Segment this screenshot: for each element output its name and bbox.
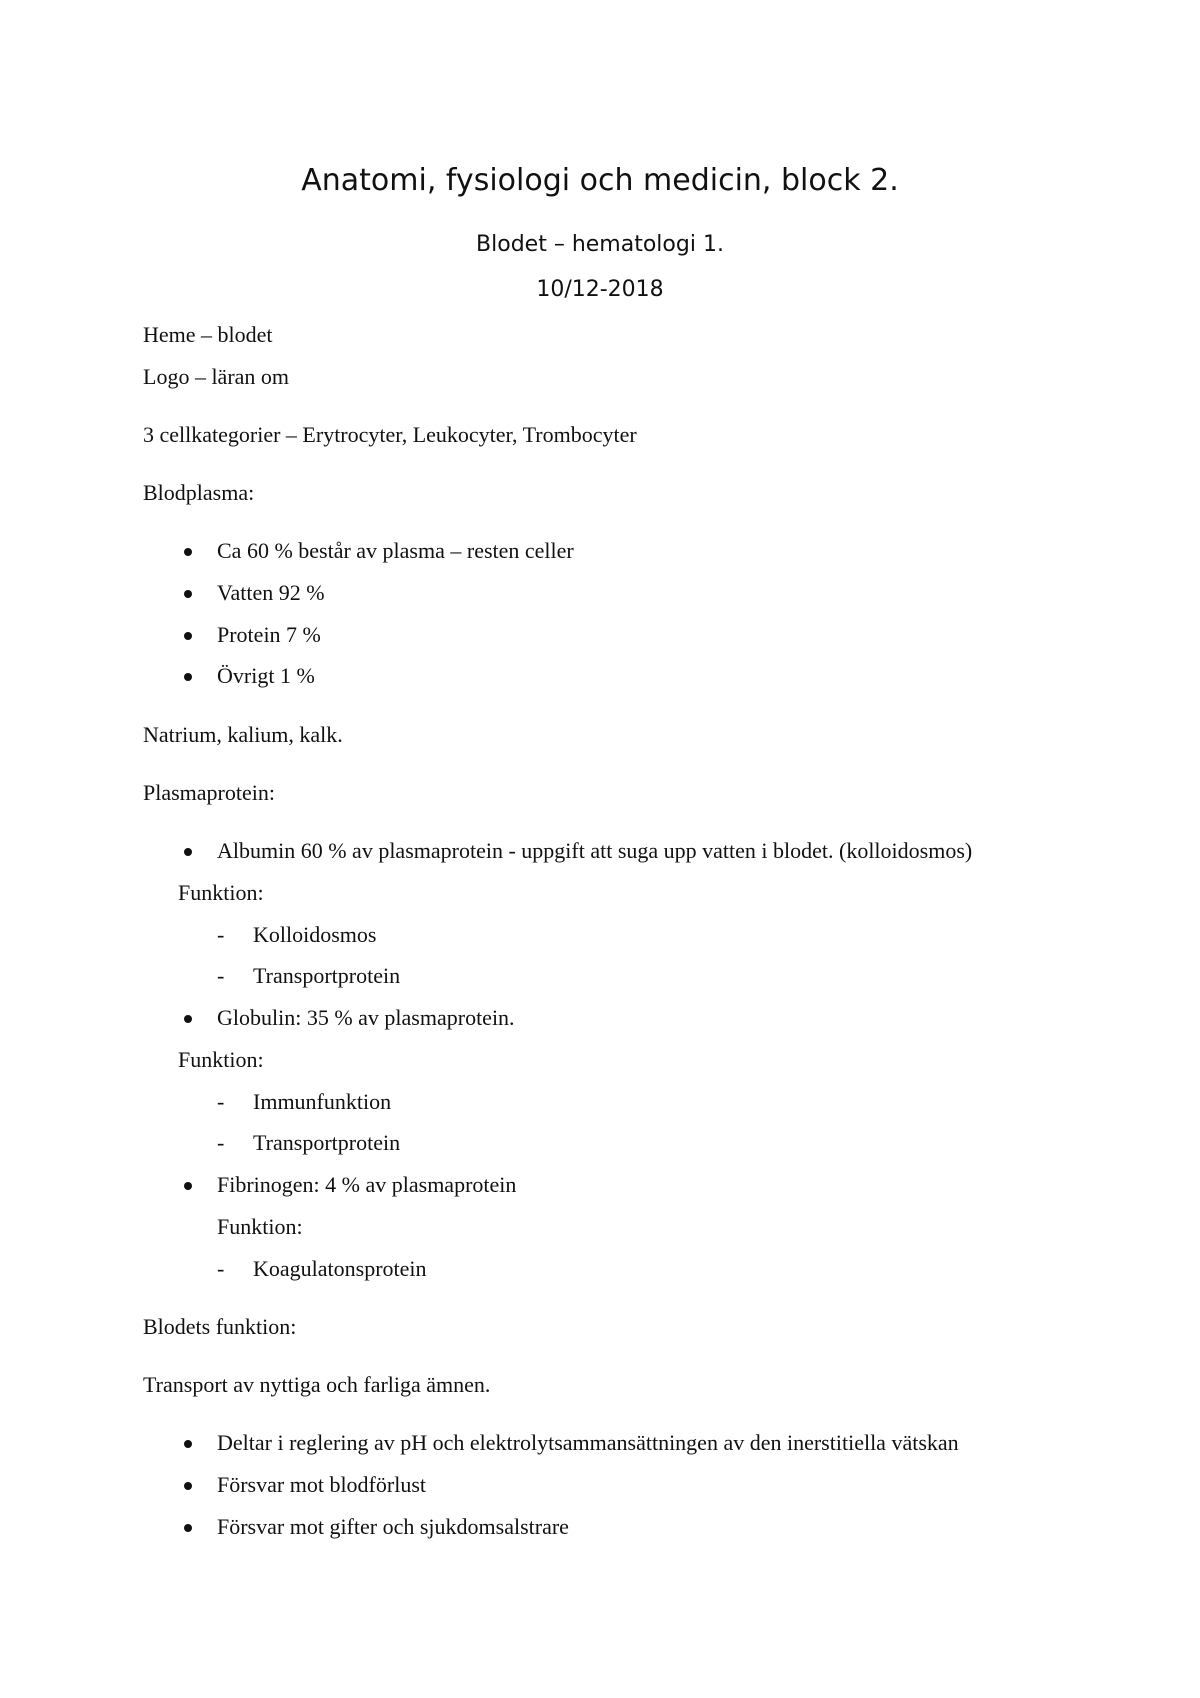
- fibrinogen-text: Fibrinogen: 4 % av plasmaprotein: [217, 1172, 517, 1197]
- blodplasma-item: Övrigt 1 %: [217, 663, 315, 688]
- blodets-funktion-item: Försvar mot blodförlust: [217, 1472, 426, 1497]
- dash-icon: -: [217, 1089, 225, 1114]
- fibrinogen-function-label: Funktion:: [217, 1214, 303, 1239]
- albumin-function: Kolloidosmos: [253, 922, 377, 947]
- intro-heme: Heme – blodet: [143, 322, 273, 347]
- fibrinogen-function: Koagulatonsprotein: [253, 1256, 427, 1281]
- albumin-function-label: Funktion:: [178, 880, 264, 905]
- blodets-funktion-heading: Blodets funktion:: [143, 1314, 297, 1339]
- dash-icon: -: [217, 1256, 225, 1281]
- blodets-funktion-transport: Transport av nyttiga och farliga ämnen.: [143, 1372, 491, 1397]
- document-date: 10/12-2018: [536, 277, 664, 302]
- globulin-text: Globulin: 35 % av plasmaprotein.: [217, 1005, 515, 1030]
- dash-icon: -: [217, 922, 225, 947]
- globulin-function: Transportprotein: [253, 1130, 401, 1155]
- dash-icon: -: [217, 1130, 225, 1155]
- dash-icon: -: [217, 963, 225, 988]
- bullet-icon: [184, 1440, 192, 1448]
- bullet-icon: [184, 673, 192, 681]
- intro-logo: Logo – läran om: [143, 364, 290, 389]
- globulin-function: Immunfunktion: [253, 1089, 392, 1114]
- blodplasma-minerals: Natrium, kalium, kalk.: [143, 722, 343, 747]
- albumin-function: Transportprotein: [253, 963, 401, 988]
- bullet-icon: [184, 548, 192, 556]
- plasmaprotein-heading: Plasmaprotein:: [143, 780, 275, 805]
- blodplasma-item: Vatten 92 %: [217, 580, 325, 605]
- bullet-icon: [184, 848, 192, 856]
- blodplasma-item: Ca 60 % består av plasma – resten celler: [217, 538, 574, 563]
- bullet-icon: [184, 590, 192, 598]
- blodets-funktion-item: Försvar mot gifter och sjukdomsalstrare: [217, 1514, 569, 1539]
- blodplasma-heading: Blodplasma:: [143, 480, 255, 505]
- bullet-icon: [184, 1524, 192, 1532]
- bullet-icon: [184, 1015, 192, 1023]
- intro-cell-categories: 3 cellkategorier – Erytrocyter, Leukocyter, Trombocyter: [143, 422, 637, 447]
- blodplasma-item: Protein 7 %: [217, 622, 321, 647]
- document-title: Anatomi, fysiologi och medicin, block 2.: [301, 163, 899, 198]
- bullet-icon: [184, 1182, 192, 1190]
- albumin-text: Albumin 60 % av plasmaprotein - uppgift att suga upp vatten i blodet. (kolloidosmos): [217, 838, 973, 863]
- blodets-funktion-item: Deltar i reglering av pH och elektrolytsammansättningen av den inerstitiella vätskan: [217, 1430, 959, 1455]
- document-subtitle: Blodet – hematologi 1.: [476, 232, 724, 257]
- globulin-function-label: Funktion:: [178, 1047, 264, 1072]
- bullet-icon: [184, 632, 192, 640]
- bullet-icon: [184, 1482, 192, 1490]
